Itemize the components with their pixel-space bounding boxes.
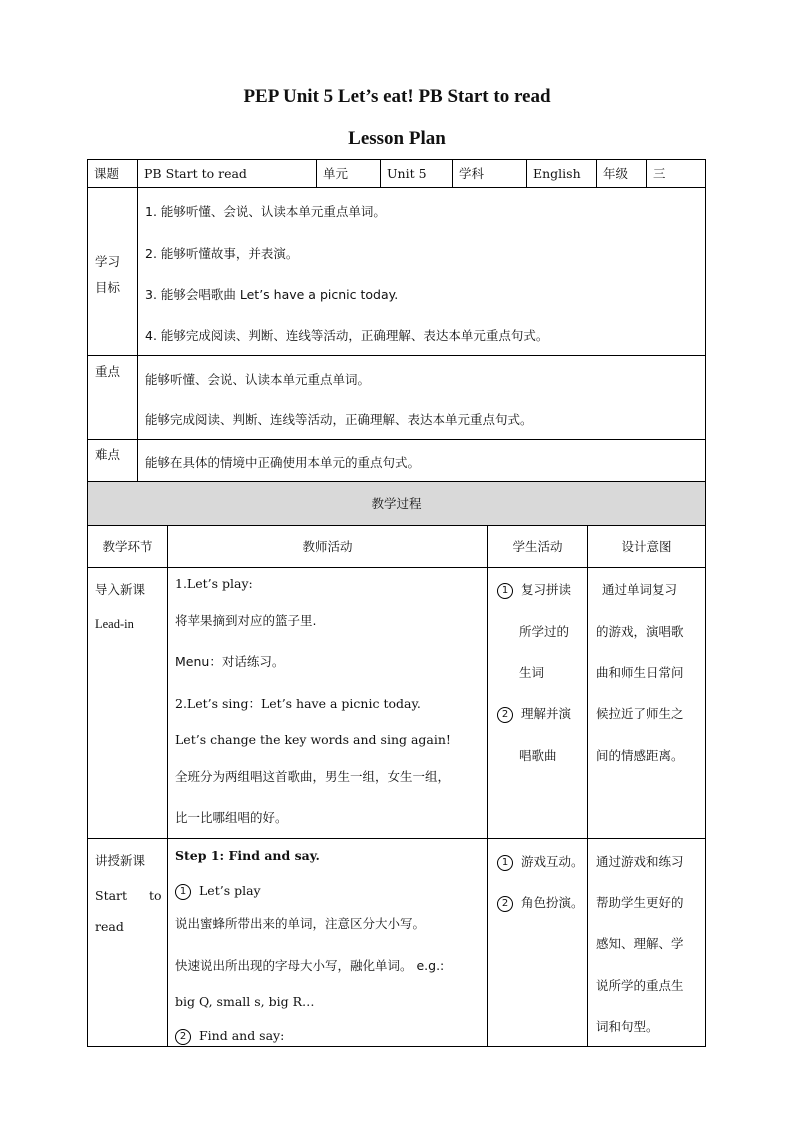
lead-in-teacher-cell <box>167 567 488 839</box>
new-lesson-stage-cn: 讲授新课 <box>95 853 146 868</box>
objectives-label-line1: 学习 <box>95 254 121 269</box>
design-intent-line: 通过单词复习 <box>602 582 678 597</box>
teacher-activity-line: 将苹果摘到对应的篮子里. <box>175 613 317 628</box>
teacher-activity-line: 快速说出所出现的字母大小写，融化单词。 e.g.: <box>175 958 445 973</box>
new-lesson-student-cell <box>487 838 588 1047</box>
design-intent-line: 曲和师生日常问 <box>596 665 684 680</box>
lead-in-stage-en: Lead-in <box>95 617 134 631</box>
difficulty-label-cell <box>87 439 138 482</box>
design-intent-line: 感知、理解、学 <box>596 936 684 951</box>
key-point-item: 能够完成阅读、判断、连线等活动，正确理解、表达本单元重点句式。 <box>145 412 533 427</box>
teacher-activity-line: 1 Let’s play <box>175 883 261 900</box>
document-subtitle: Lesson Plan <box>348 128 446 149</box>
design-intent-line: 通过游戏和练习 <box>596 854 684 869</box>
teacher-activity-line: big Q, small s, big R… <box>175 994 315 1009</box>
difficulty-text: 能够在具体的情境中正确使用本单元的重点句式。 <box>145 455 421 470</box>
new-lesson-design-cell <box>587 838 706 1047</box>
grade-label: 年级 <box>596 159 647 188</box>
number-circle-icon: 2 <box>497 707 513 723</box>
lead-in-stage-cell <box>87 567 168 839</box>
student-activity-line: 2 理解并演 <box>497 706 571 723</box>
teacher-activity-line: 1.Let’s play: <box>175 576 253 591</box>
subject-label: 学科 <box>452 159 527 188</box>
col-design-header: 设计意图 <box>587 525 706 568</box>
col-stage-header: 教学环节 <box>87 525 168 568</box>
student-activity-line: 唱歌曲 <box>519 748 557 763</box>
design-intent-line: 说所学的重点生 <box>596 978 684 993</box>
document-title: PEP Unit 5 Let’s eat! PB Start to read <box>243 86 551 107</box>
new-lesson-stage-en: to <box>149 888 162 903</box>
design-intent-line: 的游戏，演唱歌 <box>596 624 684 639</box>
objective-item: 2. 能够听懂故事，并表演。 <box>145 246 299 261</box>
student-activity-line: 1 游戏互动。 <box>497 854 584 871</box>
student-activity-line: 1 复习拼读 <box>497 582 571 599</box>
number-circle-icon: 2 <box>497 896 513 912</box>
lead-in-stage-cn: 导入新课 <box>95 582 146 597</box>
student-activity-line: 2 角色扮演。 <box>497 895 584 912</box>
teacher-activity-line: 全班分为两组唱这首歌曲，男生一组，女生一组， <box>175 769 451 784</box>
unit-value: Unit 5 <box>380 159 453 188</box>
objective-item: 1. 能够听懂、会说、认读本单元重点单词。 <box>145 204 386 219</box>
step-title: Step 1: Find and say. <box>175 848 320 863</box>
process-header: 教学过程 <box>87 481 706 526</box>
new-lesson-stage-en: Start <box>95 888 128 903</box>
new-lesson-stage-cell <box>87 838 168 1047</box>
subject-value: English <box>526 159 597 188</box>
teacher-activity-line: 2 Find and say: <box>175 1028 284 1045</box>
key-points-label-cell <box>87 355 138 440</box>
col-teacher-header: 教师活动 <box>167 525 488 568</box>
difficulty-label: 难点 <box>95 447 121 462</box>
objectives-label-line2: 目标 <box>95 280 121 295</box>
new-lesson-stage-en: read <box>95 919 124 934</box>
number-circle-icon: 1 <box>175 884 191 900</box>
grade-value: 三 <box>646 159 706 188</box>
new-lesson-teacher-cell <box>167 838 488 1047</box>
objective-item: 4. 能够完成阅读、判断、连线等活动，正确理解、表达本单元重点句式。 <box>145 328 549 343</box>
number-circle-icon: 1 <box>497 583 513 599</box>
teacher-activity-line: 2.Let’s sing：Let’s have a picnic today. <box>175 696 421 711</box>
number-circle-icon: 1 <box>497 855 513 871</box>
key-point-item: 能够听懂、会说、认读本单元重点单词。 <box>145 372 371 387</box>
design-intent-line: 帮助学生更好的 <box>596 895 684 910</box>
student-activity-line: 所学过的 <box>519 624 570 639</box>
objectives-label-cell <box>87 187 138 356</box>
teacher-activity-line: 说出蜜蜂所带出来的单词，注意区分大小写。 <box>175 916 426 931</box>
teacher-activity-line: Let’s change the key words and sing again! <box>175 732 451 747</box>
difficulty-content <box>137 439 706 482</box>
student-activity-line: 生词 <box>519 665 545 680</box>
number-circle-icon: 2 <box>175 1029 191 1045</box>
teacher-activity-line: 比一比哪组唱的好。 <box>175 810 288 825</box>
lead-in-student-cell <box>487 567 588 839</box>
topic-value: PB Start to read <box>137 159 317 188</box>
teacher-activity-line: Menu：对话练习。 <box>175 654 285 669</box>
design-intent-line: 词和句型。 <box>596 1019 659 1034</box>
key-points-label: 重点 <box>95 364 121 379</box>
design-intent-line: 间的情感距离。 <box>596 748 684 763</box>
design-intent-line: 候拉近了师生之 <box>596 706 684 721</box>
topic-label: 课题 <box>87 159 138 188</box>
key-points-content <box>137 355 706 440</box>
objectives-content <box>137 187 706 356</box>
unit-label: 单元 <box>316 159 381 188</box>
lead-in-design-cell <box>587 567 706 839</box>
objective-item: 3. 能够会唱歌曲 Let’s have a picnic today. <box>145 287 399 302</box>
col-student-header: 学生活动 <box>487 525 588 568</box>
